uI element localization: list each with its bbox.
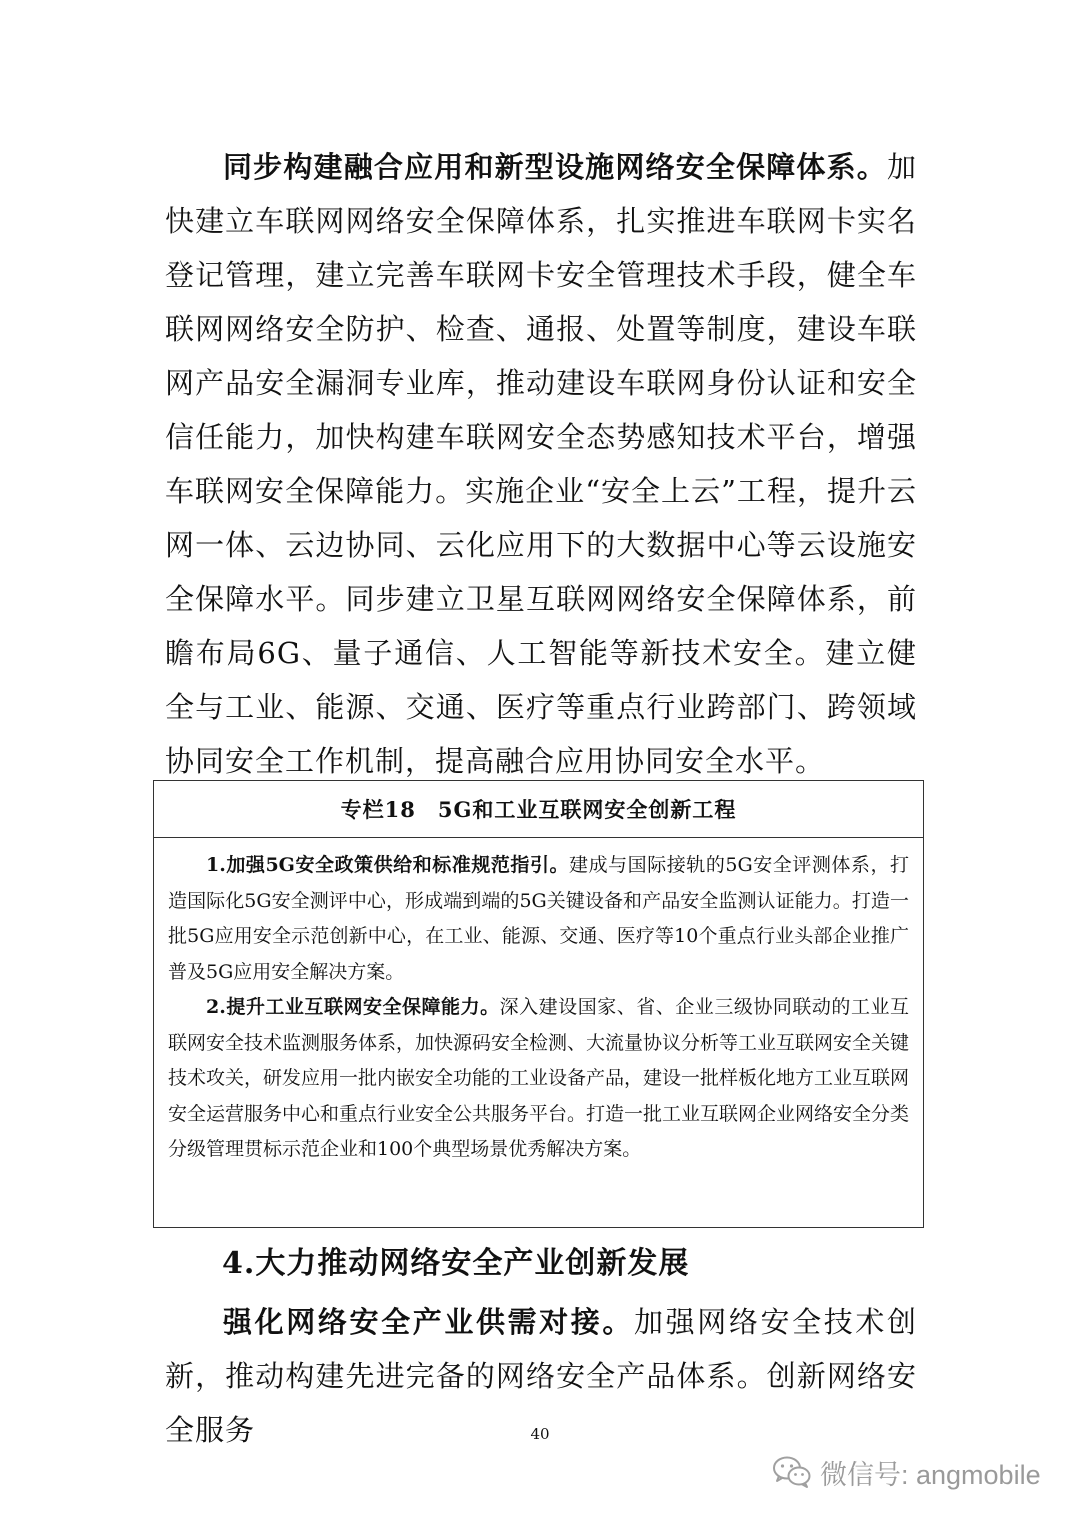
- body-paragraph-1: [165, 140, 917, 788]
- box-item-text: 建成与国际接轨的5G安全评测体系，打造国际化5G安全测评中心，形成端到端的5G关键设备和产品安全监测认证能力。打造一批5G应用安全示范创新中心，在工业、能源、交通、医疗等10个重点行业头部企业推广普及5G应用安全解决方案。: [168, 854, 909, 983]
- watermark: [772, 1450, 1041, 1494]
- wechat-icon: [772, 1455, 812, 1489]
- box-item-lead: 1.加强5G安全政策供给和标准规范指引。: [206, 854, 570, 876]
- box-body: [154, 838, 923, 1168]
- box-item-text: 深入建设国家、省、企业三级协同联动的工业互联网安全技术监测服务体系，加快源码安全检测、大流量协议分析等工业互联网安全关键技术攻关，研发应用一批内嵌安全功能的工业设备产品，建设一批样板化地方工业互联网安全运营服务中心和重点行业安全公共服务平台。打造一批工业互联网企业网络安全分类分级管理贯标示范企业和100个典型场景优秀解决方案。: [168, 996, 910, 1160]
- paragraph-lead: 同步构建融合应用和新型设施网络安全保障体系。: [223, 150, 887, 184]
- box-title: 专栏18 5G和工业互联网安全创新工程: [154, 781, 923, 838]
- watermark-text: 微信号: angmobile: [820, 1459, 1041, 1490]
- box-item-lead: 2.提升工业互联网安全保障能力。: [206, 996, 500, 1018]
- section-heading: 4.大力推动网络安全产业创新发展: [222, 1246, 690, 1281]
- paragraph-text: 加强网络安全技术创新，推动构建先进完备的网络安全产品体系。创新网络安全服务: [165, 1305, 917, 1447]
- box-item-1: [168, 848, 909, 990]
- box-item-2: [168, 990, 909, 1168]
- page-number: 40: [530, 1425, 550, 1443]
- paragraph-text: 加快建立车联网网络安全保障体系，扎实推进车联网卡实名登记管理，建立完善车联网卡安全管理技术手段，健全车联网网络安全防护、检查、通报、处置等制度，建设车联网产品安全漏洞专业库，推动建设车联网身份认证和安全信任能力，加快构建车联网安全态势感知技术平台，增强车联网安全保障能力。实施企业“安全上云”工程，提升云网一体、云边协同、云化应用下的大数据中心等云设施安全保障水平。同步建立卫星互联网网络安全保障体系，前瞻布局6G、量子通信、人工智能等新技术安全。建立健全与工业、能源、交通、医疗等重点行业跨部门、跨领域协同安全工作机制，提高融合应用协同安全水平。: [165, 150, 917, 778]
- feature-box: [153, 780, 924, 1228]
- paragraph-lead: 强化网络安全产业供需对接。: [223, 1305, 635, 1339]
